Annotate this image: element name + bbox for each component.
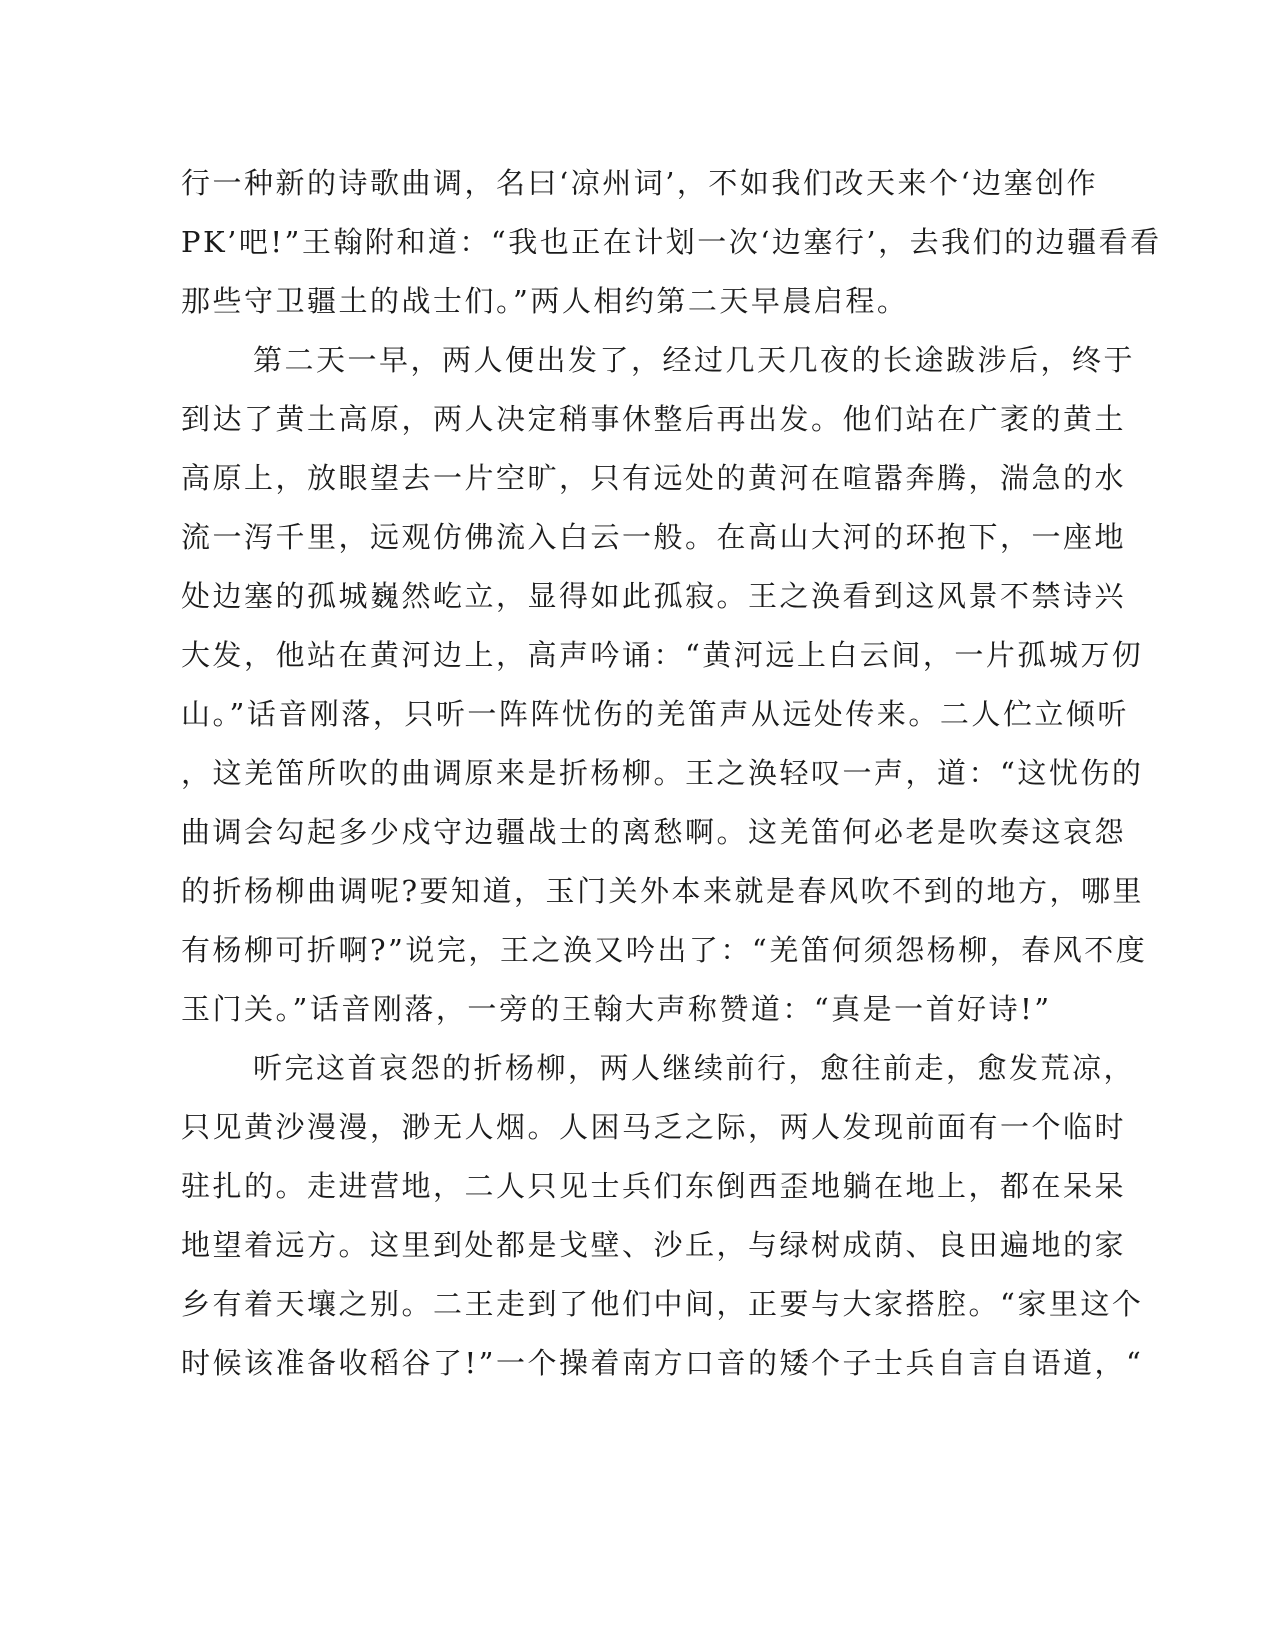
text-line: 那些守卫疆土的战士们。”两人相约第二天早晨启程。	[181, 284, 909, 318]
text-line: 高原上，放眼望去一片空旷，只有远处的黄河在喧嚣奔腾，湍急的水	[181, 461, 1127, 495]
text-line: 行一种新的诗歌曲调，名曰‘凉州词’，不如我们改天来个‘边塞创作	[181, 166, 1099, 200]
text-line: 只见黄沙漫漫，渺无人烟。人困马乏之际，两人发现前面有一个临时	[181, 1110, 1127, 1144]
paragraph-start-line: 听完这首哀怨的折杨柳，两人继续前行，愈往前走，愈发荒凉，	[253, 1051, 1136, 1085]
text-line: ，这羌笛所吹的曲调原来是折杨柳。王之涣轻叹一声，道：“这忧伤的	[181, 756, 1144, 790]
text-line: 玉门关。”话音刚落，一旁的王翰大声称赞道：“真是一首好诗!”	[181, 992, 1052, 1026]
text-line: 时候该准备收稻谷了!”一个操着南方口音的矮个子士兵自言自语道，“	[181, 1346, 1144, 1380]
text-line: 处边塞的孤城巍然屹立，显得如此孤寂。王之涣看到这风景不禁诗兴	[181, 579, 1127, 613]
paragraph-start-line: 第二天一早，两人便出发了，经过几天几夜的长途跋涉后，终于	[253, 343, 1136, 377]
text-line: 山。”话音刚落，只听一阵阵忧伤的羌笛声从远处传来。二人伫立倾听	[181, 697, 1129, 731]
text-line: 驻扎的。走进营地，二人只见士兵们东倒西歪地躺在地上，都在呆呆	[181, 1169, 1127, 1203]
text-line: 曲调会勾起多少戍守边疆战士的离愁啊。这羌笛何必老是吹奏这哀怨	[181, 815, 1127, 849]
text-line: PK’吧!”王翰附和道：“我也正在计划一次‘边塞行’，去我们的边疆看看	[181, 225, 1162, 259]
text-line: 流一泻千里，远观仿佛流入白云一般。在高山大河的环抱下，一座地	[181, 520, 1127, 554]
text-line: 到达了黄土高原，两人决定稍事休整后再出发。他们站在广袤的黄土	[181, 402, 1127, 436]
text-line: 大发，他站在黄河边上，高声吟诵：“黄河远上白云间，一片孤城万仞	[181, 638, 1144, 672]
text-line: 有杨柳可折啊?”说完，王之涣又吟出了：“羌笛何须怨杨柳，春风不度	[181, 933, 1148, 967]
text-line: 地望着远方。这里到处都是戈壁、沙丘，与绿树成荫、良田遍地的家	[181, 1228, 1127, 1262]
body-text	[181, 158, 1162, 1397]
text-line: 乡有着天壤之别。二王走到了他们中间，正要与大家搭腔。“家里这个	[181, 1287, 1144, 1321]
text-line: 的折杨柳曲调呢?要知道，玉门关外本来就是春风吹不到的地方，哪里	[181, 874, 1145, 908]
